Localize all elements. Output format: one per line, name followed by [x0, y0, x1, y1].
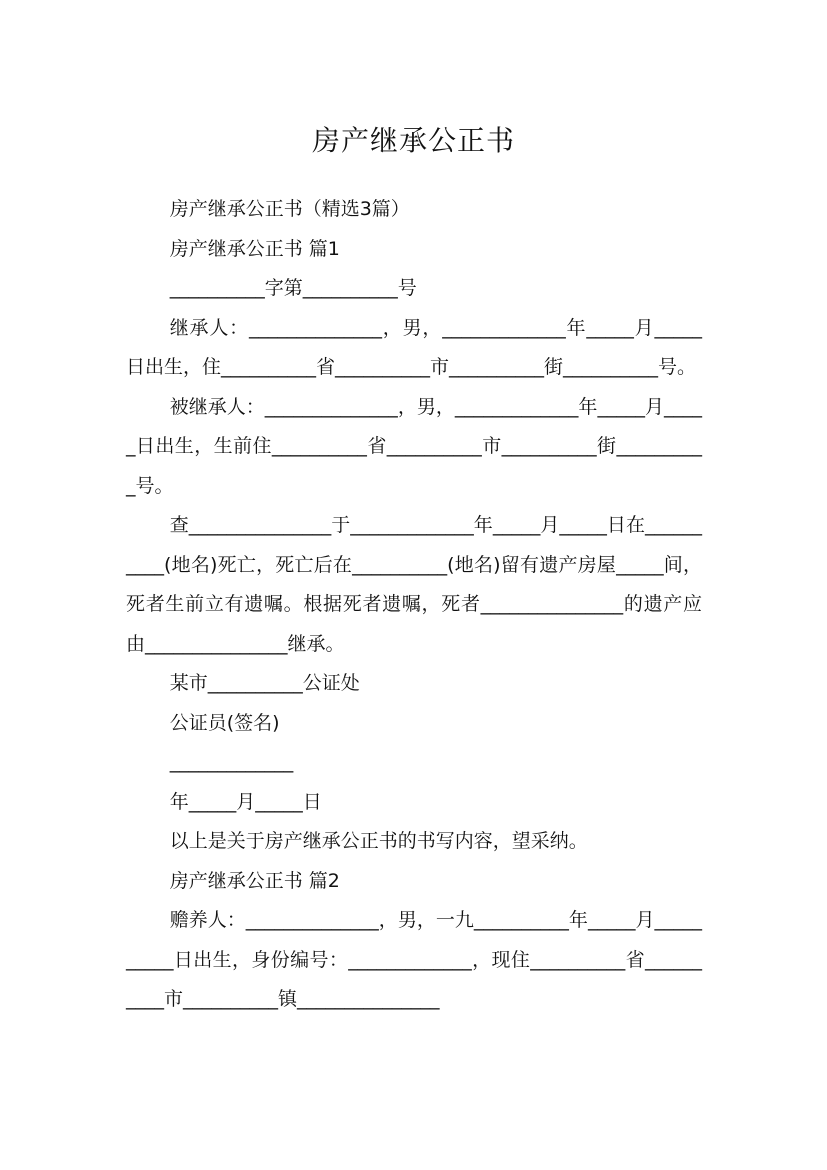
facts-paragraph: 查_______________于_____________年_____月_____日在__________(地名)死亡，死亡后在__________(地名)留有遗产房屋_____间，死者生前立有遗嘱。根据死者遗嘱，死者_______________的遗产应由_______________继承。 — [126, 514, 702, 655]
heir-paragraph: 继承人：______________，男，_____________年_____月_____日出生，住__________省__________市__________街__________号。 — [126, 316, 702, 378]
notary-signature-label: 公证员(签名) — [169, 711, 280, 734]
date-line: 年_____月_____日 — [169, 790, 322, 813]
document-title: 房产继承公正书 — [311, 123, 515, 157]
subtitle-paragraph: 房产继承公正书（精选3篇） — [169, 198, 410, 220]
notary-office-line: 某市__________公证处 — [169, 672, 360, 694]
section-heading-1: 房产继承公正书 篇1 — [169, 237, 340, 260]
supporter-paragraph: 赡养人：______________，男，一九__________年_____月__________日出生，身份编号：_____________，现住__________省__________市__________镇_______________ — [126, 909, 702, 1010]
signature-line: _____________ — [169, 751, 294, 773]
section-heading-2: 房产继承公正书 篇2 — [169, 869, 340, 892]
closing-paragraph: 以上是关于房产继承公正书的书写内容，望采纳。 — [169, 830, 588, 852]
document-body — [126, 190, 702, 1020]
document-number-line: __________字第__________号 — [169, 277, 417, 299]
decedent-paragraph: 被继承人：______________，男，_____________年_____月_____日出生，生前住__________省__________市__________街__________号。 — [126, 395, 702, 497]
